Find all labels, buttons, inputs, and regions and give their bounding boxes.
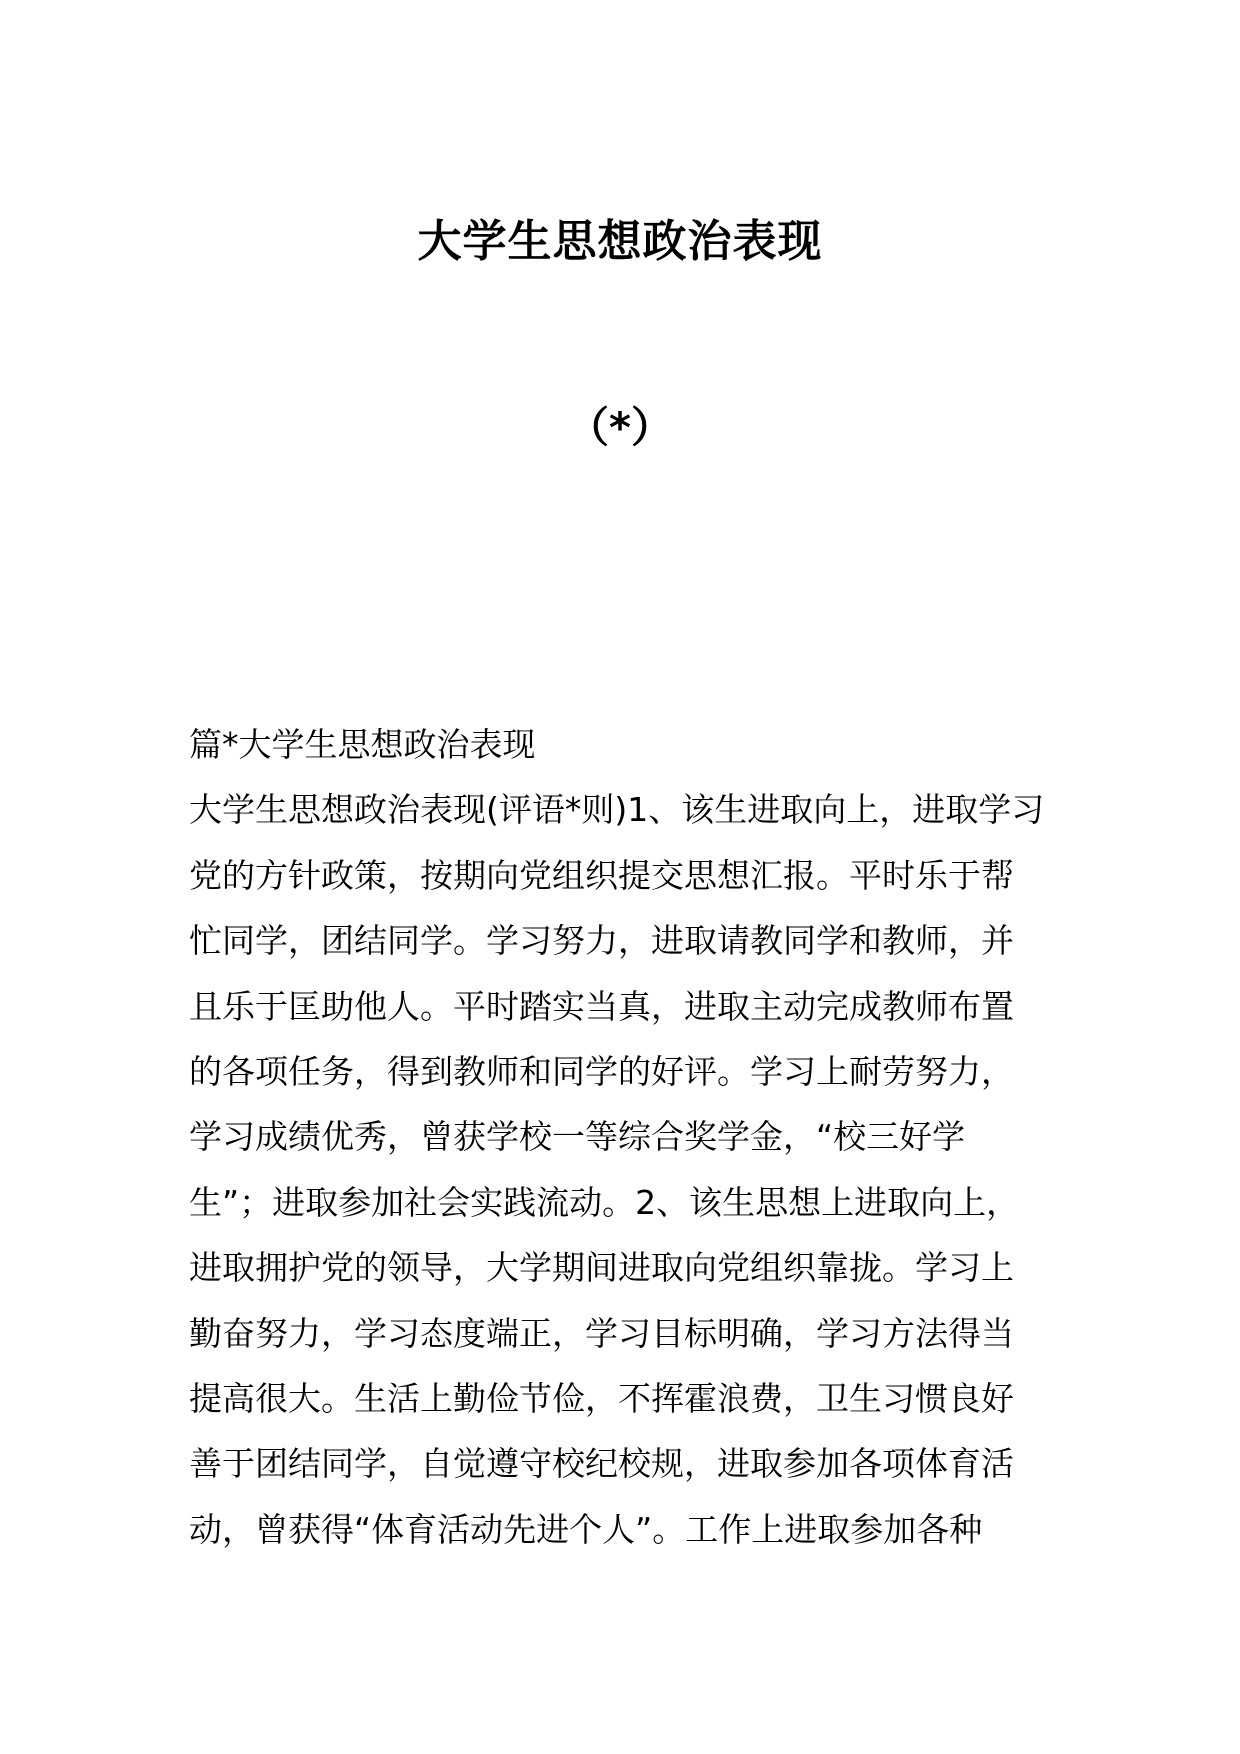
body-line: 党的方针政策，按期向党组织提交思想汇报。平时乐于帮 bbox=[189, 855, 1014, 895]
body-line: 生”；进取参加社会实践流动。2、该生思想上进取向上， bbox=[189, 1182, 1020, 1222]
body-line: 大学生思想政治表现(评语*则)1、该生进取向上，进取学习 bbox=[189, 790, 1045, 830]
document-subtitle: （*） bbox=[567, 403, 673, 452]
body-line: 勤奋努力，学习态度端正，学习目标明确，学习方法得当 bbox=[189, 1313, 1014, 1353]
body-line: 善于团结同学，自觉遵守校纪校规，进取参加各项体育活 bbox=[189, 1444, 1014, 1484]
body-line: 的各项任务，得到教师和同学的好评。学习上耐劳努力， bbox=[189, 1051, 1014, 1091]
body-line: 学习成绩优秀，曾获学校一等综合奖学金，“校三好学 bbox=[189, 1117, 966, 1157]
section-heading: 篇*大学生思想政治表现 bbox=[189, 725, 536, 764]
body-line: 动，曾获得“体育活动先进个人”。工作上进取参加各种 bbox=[189, 1509, 983, 1549]
body-line: 且乐于匡助他人。平时踏实当真，进取主动完成教师布置 bbox=[189, 986, 1014, 1026]
body-line: 进取拥护党的领导，大学期间进取向党组织靠拢。学习上 bbox=[189, 1248, 1014, 1288]
document-title: 大学生思想政治表现 bbox=[417, 216, 823, 267]
body-line: 提高很大。生活上勤俭节俭，不挥霍浪费，卫生习惯良好 bbox=[189, 1378, 1014, 1418]
document-body bbox=[189, 712, 1069, 1562]
body-line: 忙同学，团结同学。学习努力，进取请教同学和教师，并 bbox=[189, 921, 1014, 961]
